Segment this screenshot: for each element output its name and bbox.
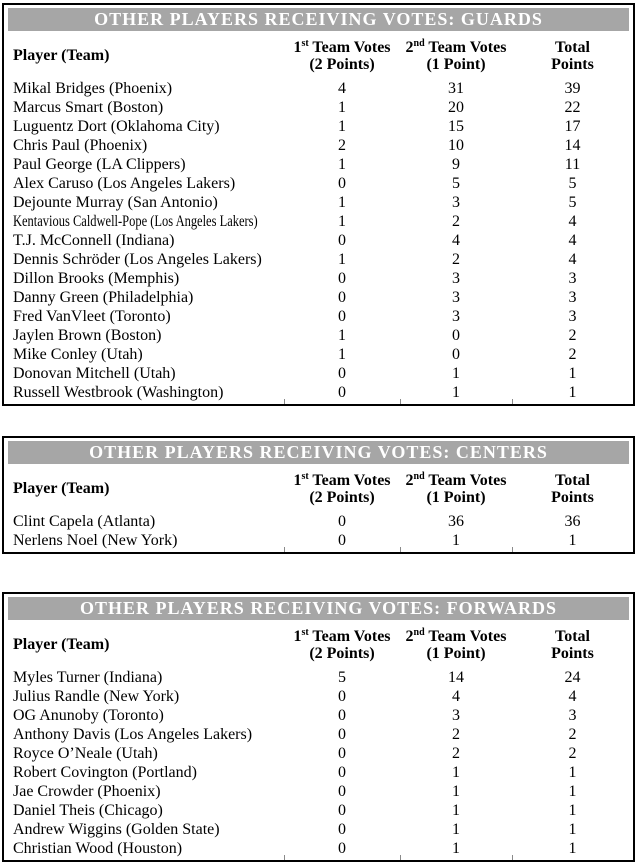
col-header-line: Total	[555, 628, 590, 645]
total-points-cell: 11	[564, 156, 581, 173]
column-header-row	[4, 464, 633, 512]
table-row	[4, 512, 633, 531]
second-team-votes-cell: 5	[452, 175, 460, 192]
col-header-second-team-votes	[400, 464, 512, 512]
player-name-cell	[4, 269, 284, 288]
player-name: Daniel Theis (Chicago)	[13, 802, 163, 819]
second-team-votes-cell: 15	[448, 118, 464, 135]
total-points-cell: 3	[568, 308, 577, 325]
second-team-votes-cell: 4	[452, 688, 460, 705]
ordinal-number: 2	[405, 39, 414, 56]
player-name: Myles Turner (Indiana)	[13, 669, 163, 686]
table-row	[4, 231, 633, 250]
ordinal-suffix: st	[301, 471, 309, 482]
column-separator-tick	[512, 855, 513, 860]
second-team-votes-cell: 3	[452, 194, 460, 211]
player-name: Dillon Brooks (Memphis)	[13, 270, 180, 287]
total-points-cell: 5	[568, 175, 577, 192]
player-name-cell	[4, 212, 284, 231]
table-row	[4, 345, 633, 364]
player-name: Chris Paul (Phoenix)	[13, 137, 148, 154]
total-points-cell: 4	[568, 688, 577, 705]
second-team-votes-cell: 0	[452, 346, 460, 363]
first-team-votes-cell: 0	[338, 532, 346, 549]
player-name-cell	[4, 763, 284, 782]
total-points-cell: 1	[568, 384, 577, 401]
total-points-cell: 36	[564, 513, 581, 530]
column-separator-tick	[284, 547, 285, 552]
player-name-cell	[4, 79, 284, 98]
ordinal-suffix: nd	[413, 471, 425, 482]
table-row	[4, 250, 633, 269]
player-name-cell	[4, 782, 284, 801]
col-header-points-note: (1 Point)	[426, 56, 486, 73]
second-team-votes-cell: 0	[452, 327, 460, 344]
player-name-cell	[4, 288, 284, 307]
col-header-line: Total	[555, 39, 590, 56]
player-name: Dejounte Murray (San Antonio)	[13, 194, 218, 211]
first-team-votes-cell: 0	[338, 270, 346, 287]
table-row	[4, 155, 633, 174]
player-name-cell	[4, 231, 284, 250]
table-row	[4, 98, 633, 117]
player-name: Marcus Smart (Boston)	[13, 99, 164, 116]
col-header-line	[400, 472, 512, 489]
player-name: Paul George (LA Clippers)	[13, 156, 186, 173]
col-header-points-note: (2 Points)	[309, 56, 375, 73]
second-team-votes-cell: 9	[452, 156, 460, 173]
player-name: Luguentz Dort (Oklahoma City)	[13, 118, 220, 135]
player-name-cell	[4, 307, 284, 326]
total-points-cell: 2	[568, 726, 577, 743]
player-name-cell	[4, 687, 284, 706]
table-row	[4, 782, 633, 801]
table-row	[4, 744, 633, 763]
col-header-text: Team Votes	[308, 628, 391, 645]
column-header-row	[4, 620, 633, 668]
second-team-votes-cell: 31	[448, 80, 464, 97]
first-team-votes-cell: 0	[338, 726, 346, 743]
total-points-cell: 1	[568, 532, 577, 549]
guards-table-title: OTHER PLAYERS RECEIVING VOTES: GUARDS	[8, 8, 629, 31]
column-separator-tick	[512, 399, 513, 404]
first-team-votes-cell: 5	[338, 669, 346, 686]
col-header-first-team-votes	[284, 464, 400, 512]
player-name: Russell Westbrook (Washington)	[13, 384, 224, 401]
table-row	[4, 193, 633, 212]
total-points-cell: 4	[568, 232, 577, 249]
player-name: Danny Green (Philadelphia)	[13, 289, 194, 306]
first-team-votes-cell: 0	[338, 783, 346, 800]
centers-votes-table	[2, 436, 635, 554]
player-name-cell	[4, 668, 284, 687]
player-name-cell	[4, 174, 284, 193]
col-header-text: Team Votes	[424, 472, 507, 489]
col-header-line: Points	[551, 645, 594, 662]
total-points-cell: 2	[568, 327, 577, 344]
ordinal-number: 1	[293, 628, 302, 645]
first-team-votes-cell: 0	[338, 688, 346, 705]
col-header-points-note: (1 Point)	[426, 489, 486, 506]
total-points-cell: 1	[568, 365, 577, 382]
first-team-votes-cell: 0	[338, 308, 346, 325]
player-name-cell	[4, 250, 284, 269]
first-team-votes-cell: 2	[338, 137, 346, 154]
second-team-votes-cell: 2	[452, 213, 460, 230]
player-name: Fred VanVleet (Toronto)	[13, 308, 171, 325]
second-team-votes-cell: 2	[452, 726, 460, 743]
second-team-votes-cell: 1	[452, 783, 460, 800]
second-team-votes-cell: 1	[452, 532, 460, 549]
ordinal-number: 2	[405, 472, 414, 489]
first-team-votes-cell: 0	[338, 232, 346, 249]
table-row	[4, 725, 633, 744]
total-points-cell: 1	[568, 783, 577, 800]
player-name: Andrew Wiggins (Golden State)	[13, 821, 220, 838]
player-name-cell	[4, 136, 284, 155]
col-header-points-note: (1 Point)	[426, 645, 486, 662]
first-team-votes-cell: 1	[338, 346, 346, 363]
total-points-cell: 5	[568, 194, 577, 211]
centers-table-title: OTHER PLAYERS RECEIVING VOTES: CENTERS	[8, 441, 629, 464]
total-points-cell: 1	[568, 802, 577, 819]
ordinal-number: 1	[293, 472, 302, 489]
col-header-player: Player (Team)	[13, 636, 110, 653]
player-name: Dennis Schröder (Los Angeles Lakers)	[13, 251, 262, 268]
column-separator-tick	[512, 547, 513, 552]
col-header-total-points	[512, 464, 633, 512]
second-team-votes-cell: 3	[452, 270, 460, 287]
column-separator-tick	[400, 399, 401, 404]
player-name-cell	[4, 801, 284, 820]
player-name: Royce O’Neale (Utah)	[13, 745, 158, 762]
player-name: Robert Covington (Portland)	[13, 764, 197, 781]
player-name: OG Anunoby (Toronto)	[13, 707, 164, 724]
second-team-votes-cell: 4	[452, 232, 460, 249]
col-header-first-team-votes	[284, 620, 400, 668]
player-name: Clint Capela (Atlanta)	[13, 513, 156, 530]
col-header-second-team-votes	[400, 31, 512, 79]
second-team-votes-cell: 1	[452, 384, 460, 401]
ordinal-suffix: st	[301, 38, 309, 49]
player-name-cell	[4, 98, 284, 117]
table-row	[4, 820, 633, 839]
column-separator-tick	[284, 399, 285, 404]
player-name-cell	[4, 193, 284, 212]
first-team-votes-cell: 1	[338, 194, 346, 211]
column-separator-tick	[400, 547, 401, 552]
first-team-votes-cell: 1	[338, 251, 346, 268]
second-team-votes-cell: 1	[452, 365, 460, 382]
column-header-row	[4, 31, 633, 79]
second-team-votes-cell: 10	[448, 137, 464, 154]
second-team-votes-cell: 14	[448, 669, 464, 686]
table-row	[4, 288, 633, 307]
second-team-votes-cell: 1	[452, 764, 460, 781]
player-name-cell	[4, 326, 284, 345]
forwards-votes-table	[2, 592, 635, 862]
table-row	[4, 668, 633, 687]
second-team-votes-cell: 3	[452, 289, 460, 306]
column-separator-tick	[284, 855, 285, 860]
second-team-votes-cell: 1	[452, 840, 460, 857]
ordinal-suffix: nd	[413, 627, 425, 638]
table-row	[4, 383, 633, 402]
second-team-votes-cell: 2	[452, 745, 460, 762]
player-name: Mike Conley (Utah)	[13, 346, 143, 363]
col-header-text: Team Votes	[424, 39, 507, 56]
total-points-cell: 4	[568, 251, 577, 268]
player-name: Mikal Bridges (Phoenix)	[13, 80, 173, 97]
col-header-line	[400, 39, 512, 56]
player-name: T.J. McConnell (Indiana)	[13, 232, 175, 249]
col-header-line	[284, 472, 400, 489]
col-header-line: Total	[555, 472, 590, 489]
guards-votes-table	[2, 3, 635, 406]
first-team-votes-cell: 1	[338, 327, 346, 344]
player-name: Julius Randle (New York)	[13, 688, 180, 705]
second-team-votes-cell: 1	[452, 821, 460, 838]
col-header-line	[400, 628, 512, 645]
first-team-votes-cell: 0	[338, 384, 346, 401]
player-name: Jaylen Brown (Boston)	[13, 327, 162, 344]
total-points-cell: 1	[568, 821, 577, 838]
col-header-total-points	[512, 620, 633, 668]
total-points-cell: 1	[568, 764, 577, 781]
col-header-text: Team Votes	[424, 628, 507, 645]
first-team-votes-cell: 0	[338, 289, 346, 306]
table-row	[4, 269, 633, 288]
col-header-first-team-votes	[284, 31, 400, 79]
player-name-cell	[4, 820, 284, 839]
player-name-cell	[4, 383, 284, 402]
player-name-cell	[4, 531, 284, 550]
table-row	[4, 763, 633, 782]
player-name: Christian Wood (Houston)	[13, 840, 183, 857]
col-header-points-note: (2 Points)	[309, 489, 375, 506]
second-team-votes-cell: 1	[452, 802, 460, 819]
total-points-cell: 1	[568, 840, 577, 857]
player-name-cell	[4, 117, 284, 136]
player-name-cell	[4, 744, 284, 763]
player-name-cell	[4, 155, 284, 174]
col-header-text: Team Votes	[308, 39, 391, 56]
total-points-cell: 4	[568, 213, 577, 230]
first-team-votes-cell: 1	[338, 99, 346, 116]
first-team-votes-cell: 0	[338, 513, 346, 530]
col-header-points-note: (2 Points)	[309, 645, 375, 662]
total-points-cell: 14	[564, 137, 581, 154]
col-header-second-team-votes	[400, 620, 512, 668]
first-team-votes-cell: 0	[338, 764, 346, 781]
first-team-votes-cell: 0	[338, 175, 346, 192]
first-team-votes-cell: 0	[338, 821, 346, 838]
table-row	[4, 79, 633, 98]
column-separator-tick	[400, 855, 401, 860]
guards-table-grid	[4, 31, 633, 402]
ordinal-number: 1	[293, 39, 302, 56]
player-name: Kentavious Caldwell-Pope (Los Angeles Lakers)	[13, 213, 258, 230]
total-points-cell: 17	[564, 118, 581, 135]
first-team-votes-cell: 0	[338, 840, 346, 857]
second-team-votes-cell: 2	[452, 251, 460, 268]
ordinal-suffix: st	[301, 627, 309, 638]
centers-table-grid	[4, 464, 633, 550]
col-header-player: Player (Team)	[13, 480, 110, 497]
first-team-votes-cell: 4	[338, 80, 346, 97]
col-header-text: Team Votes	[308, 472, 391, 489]
ordinal-number: 2	[405, 628, 414, 645]
total-points-cell: 3	[568, 289, 577, 306]
table-row	[4, 326, 633, 345]
player-name-cell	[4, 725, 284, 744]
total-points-cell: 3	[568, 270, 577, 287]
player-name-cell	[4, 345, 284, 364]
table-row	[4, 801, 633, 820]
second-team-votes-cell: 20	[448, 99, 464, 116]
col-header-player: Player (Team)	[13, 47, 110, 64]
second-team-votes-cell: 3	[452, 308, 460, 325]
first-team-votes-cell: 0	[338, 707, 346, 724]
table-row	[4, 136, 633, 155]
table-row	[4, 364, 633, 383]
col-header-line: Points	[551, 56, 594, 73]
total-points-cell: 24	[564, 669, 581, 686]
ordinal-suffix: nd	[413, 38, 425, 49]
total-points-cell: 2	[568, 346, 577, 363]
player-name-cell	[4, 512, 284, 531]
table-row	[4, 706, 633, 725]
player-name-cell	[4, 364, 284, 383]
col-header-line: Points	[551, 489, 594, 506]
col-header-line	[284, 628, 400, 645]
table-row	[4, 117, 633, 136]
first-team-votes-cell: 0	[338, 802, 346, 819]
first-team-votes-cell: 1	[338, 118, 346, 135]
table-row	[4, 531, 633, 550]
player-name: Alex Caruso (Los Angeles Lakers)	[13, 175, 236, 192]
player-name: Donovan Mitchell (Utah)	[13, 365, 176, 382]
table-row	[4, 212, 633, 231]
total-points-cell: 2	[568, 745, 577, 762]
player-name-cell	[4, 706, 284, 725]
second-team-votes-cell: 3	[452, 707, 460, 724]
player-name: Jae Crowder (Phoenix)	[13, 783, 161, 800]
total-points-cell: 3	[568, 707, 577, 724]
first-team-votes-cell: 1	[338, 213, 346, 230]
col-header-line	[284, 39, 400, 56]
player-name: Anthony Davis (Los Angeles Lakers)	[13, 726, 253, 743]
total-points-cell: 39	[564, 80, 581, 97]
second-team-votes-cell: 36	[448, 513, 464, 530]
forwards-table-title: OTHER PLAYERS RECEIVING VOTES: FORWARDS	[8, 597, 629, 620]
first-team-votes-cell: 0	[338, 365, 346, 382]
first-team-votes-cell: 1	[338, 156, 346, 173]
first-team-votes-cell: 0	[338, 745, 346, 762]
player-name: Nerlens Noel (New York)	[13, 532, 178, 549]
table-row	[4, 307, 633, 326]
col-header-total-points	[512, 31, 633, 79]
forwards-table-grid	[4, 620, 633, 858]
table-row	[4, 174, 633, 193]
total-points-cell: 22	[564, 99, 581, 116]
table-row	[4, 687, 633, 706]
